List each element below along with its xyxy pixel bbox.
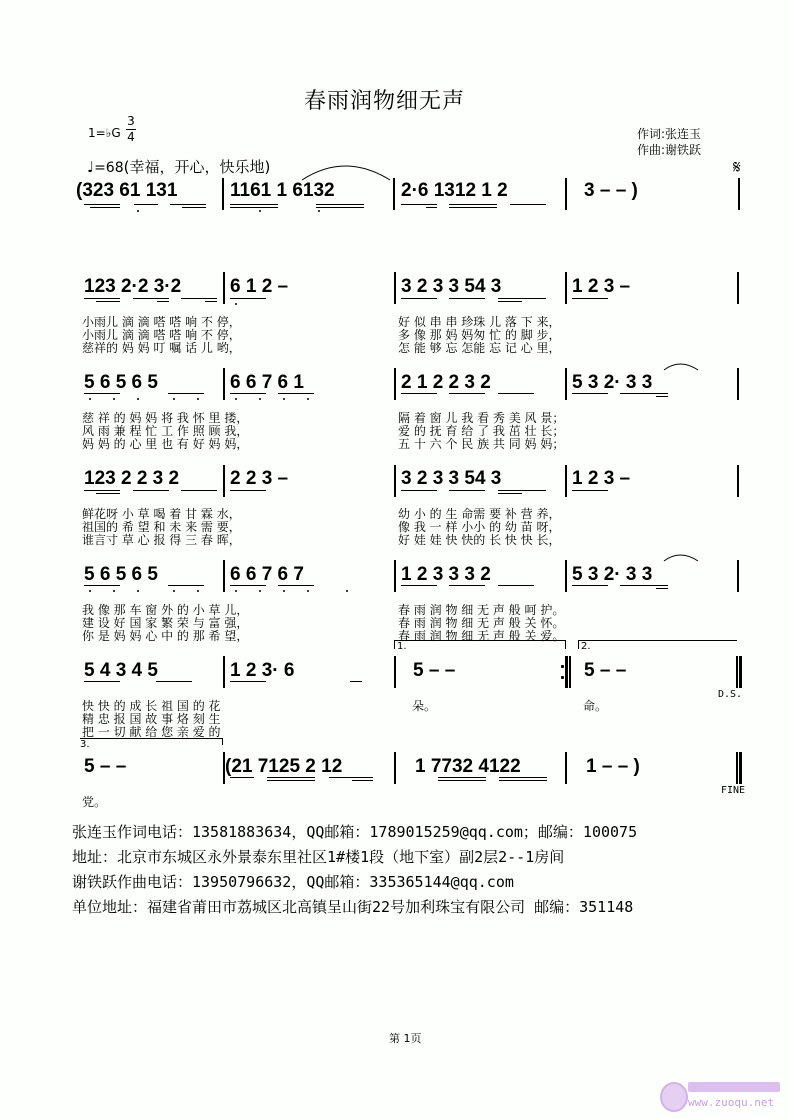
measure-20: 5 3 2· 3 3 [572, 564, 653, 585]
barline [394, 656, 396, 688]
segno-icon: 𝄋 [733, 157, 741, 178]
lyric-v3: 慈祥的 妈 妈 叮 嘱 话 儿 哟， [82, 341, 241, 355]
measure-24-second-ending: 5 – – [584, 660, 627, 681]
lyric-v3: 春 雨 润 物 细 无 声 般 关 爱。 [398, 629, 565, 643]
barline [565, 272, 567, 304]
repeat-barline [565, 656, 568, 688]
lyric-v1: 春 雨 润 物 细 无 声 般 呵 护。 [398, 603, 565, 617]
page-number: 第 1页 [389, 1032, 422, 1045]
lyric-v3: 你 是 妈 妈 心 中 的 那 希 望， [82, 629, 249, 643]
lyricist-credit: 作词:张连玉 [637, 127, 702, 141]
fine-marking: FINE [721, 785, 746, 796]
lyric-v2: 多 像 那 妈 妈匆 忙 的 脚 步， [398, 328, 561, 342]
composer-credit: 作曲:谢铁跃 [637, 143, 702, 157]
lyric-v2: 建 设 好 国 家 繁 荣 与 富 强， [82, 616, 249, 630]
time-signature [126, 114, 136, 145]
measure-3: 2·6 1312 1 2 [401, 180, 508, 201]
measure-26: (21 7125 2 12 [225, 756, 343, 777]
measure-1: (323 61 131 [76, 180, 178, 201]
measure-6: 6 1 2 – [230, 276, 289, 297]
barline [737, 560, 739, 592]
lyric-v3: 妈 妈 的 心 里 也 有 好 妈 妈， [82, 437, 249, 451]
measure-15: 3 2 3 3 54 3 [401, 468, 502, 489]
lyric-v1: 好 似 串 串 珍珠 儿 落 下 来， [398, 315, 561, 329]
measure-16: 1 2 3 – [572, 468, 631, 489]
measure-25-third-ending: 5 – – [84, 756, 127, 777]
ds-marking: D.S. [718, 689, 743, 700]
measure-13: 123 2 2 3 2 [84, 468, 180, 489]
lyric-first-ending: 朵。 [412, 699, 437, 713]
contact-lyricist: 张连玉作词电话：13581883634，QQ邮箱：1789015259@qq.com；邮编：100075 [72, 823, 638, 841]
measure-17: 5 6 5 6 5 [84, 564, 158, 585]
quarter-note-icon: ♩ [87, 158, 95, 176]
barline [737, 465, 739, 497]
lyric-v2: 小雨儿 滴 滴 嗒 嗒 响 不 停， [82, 328, 241, 342]
barline [737, 368, 739, 400]
barline [393, 178, 395, 210]
song-title: 春雨润物细无声 [304, 89, 466, 114]
lyric-v3: 把 一 切 献 给 您 亲 爱 的 [82, 725, 221, 739]
contact-lyricist-address: 地址：北京市东城区永外景泰东里社区1#楼1段（地下室）副2层2--1房间 [72, 848, 565, 866]
lyric-v2: 风 雨 兼 程 忙 工 作 照 顾 我， [82, 424, 249, 438]
measure-4: 3 – – ) [584, 180, 638, 201]
tie-arc [662, 360, 702, 372]
watermark-url: www.zuoqu.net [688, 1096, 775, 1109]
final-barline [739, 752, 742, 784]
volta-bracket-1: 1. [394, 640, 566, 649]
barline [394, 465, 396, 497]
lyric-v3: 好 娃 娃 快 快的 长 快 快 长， [398, 533, 561, 547]
measure-19: 1 2 3 3 3 2 [401, 564, 491, 585]
lyric-v2: 像 我 一 样 小小 的 幼 苗 呀， [398, 520, 561, 534]
measure-21: 5 4 3 4 5 [84, 660, 158, 681]
barline [394, 752, 396, 784]
final-barline [739, 656, 742, 688]
barline [223, 368, 225, 400]
measure-22: 1 2 3· 6 [230, 660, 295, 681]
barline [565, 752, 567, 784]
measure-12: 5 3 2· 3 3 [572, 372, 653, 393]
key-signature: 1=♭G [88, 126, 121, 140]
lyric-third-ending: 党。 [82, 795, 107, 809]
barline [565, 368, 567, 400]
barline [565, 465, 567, 497]
barline [565, 560, 567, 592]
lyric-v2: 祖国的 希 望 和 未 来 需 要， [82, 520, 241, 534]
measure-9: 5 6 5 6 5 [84, 372, 158, 393]
barline [223, 752, 225, 784]
barline [394, 272, 396, 304]
lyric-v1: 我 像 那 车 窗 外 的 小 草 儿， [82, 603, 249, 617]
barline [223, 272, 225, 304]
tie-arc [300, 160, 395, 182]
lyric-v2: 精 忠 报 国 故 事 烙 刻 生 [82, 712, 221, 726]
lyric-v3: 怎 能 够 忘 怎能 忘 记 心 里， [398, 341, 561, 355]
measure-23-first-ending: 5 – – [413, 660, 456, 681]
measure-7: 3 2 3 3 54 3 [401, 276, 502, 297]
lyric-v3: 谁言寸 草 心 报 得 三 春 晖， [82, 533, 241, 547]
measure-28: 1 – – ) [586, 756, 640, 777]
tie-arc [662, 551, 702, 563]
logo-icon [660, 1082, 688, 1112]
barline [223, 560, 225, 592]
measure-10: 6 6 7 6 1 [230, 372, 304, 393]
barline [737, 272, 739, 304]
site-watermark [660, 1078, 790, 1118]
segno-stem [738, 178, 740, 210]
lyric-v1: 慈 祥 的 妈 妈 将 我 怀 里 搂， [82, 411, 249, 425]
watermark-banner [688, 1082, 780, 1092]
barline [222, 178, 224, 210]
lyric-second-ending: 命。 [583, 699, 608, 713]
time-bottom: 4 [127, 130, 135, 144]
barline [394, 560, 396, 592]
lyric-v2: 爱 的 抚 育 给 了 我 茁 壮 长； [398, 424, 565, 438]
barline [223, 465, 225, 497]
volta-bracket-3: 3. [80, 738, 223, 745]
measure-2: 1161 1 6132 [230, 180, 335, 201]
tempo-marking: ♩=68(幸福，开心，快乐地) [87, 158, 271, 176]
contact-composer: 谢铁跃作曲电话：13950796632，QQ邮箱：335365144@qq.com [72, 873, 514, 891]
volta-bracket-2: 2. [578, 640, 737, 649]
measure-5: 123 2·2 3·2 [84, 276, 182, 297]
contact-composer-address: 单位地址：福建省莆田市荔城区北高镇呈山街22号加利珠宝有限公司 邮编：351148 [72, 898, 634, 916]
barline [394, 368, 396, 400]
measure-27: 1 7732 4122 [415, 756, 521, 777]
measure-11: 2 1 2 2 3 2 [401, 372, 491, 393]
measure-18: 6 6 7 6 7 [230, 564, 304, 585]
time-top: 3 [127, 114, 135, 128]
barline [565, 178, 567, 210]
lyric-v1: 鲜花呀 小 草 喝 着 甘 霖 水， [82, 507, 241, 521]
lyric-v2: 春 雨 润 物 细 无 声 般 关 怀。 [398, 616, 565, 630]
measure-8: 1 2 3 – [572, 276, 631, 297]
measure-14: 2 2 3 – [230, 468, 289, 489]
lyric-v1: 幼 小 的 生 命需 要 补 营 养， [398, 507, 561, 521]
lyric-v1: 快 快 的 成 长 祖 国 的 花 [82, 699, 221, 713]
lyric-v3: 五 十 六 个 民 族 共 同 妈 妈； [398, 437, 565, 451]
barline [223, 656, 225, 688]
lyric-v1: 隔 着 窗 儿 我 看 秀 美 风 景； [398, 411, 565, 425]
lyric-v1: 小雨儿 滴 滴 嗒 嗒 响 不 停， [82, 315, 241, 329]
